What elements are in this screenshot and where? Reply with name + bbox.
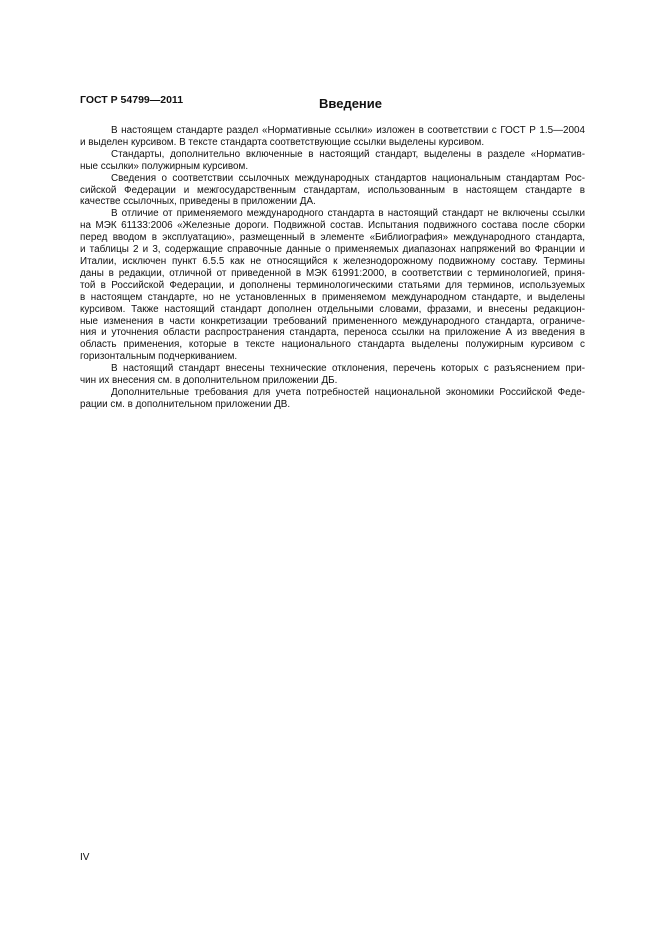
text-line: В отличие от применяемого международного стандарта в настоящий стандарт не включены ссылки [111, 208, 585, 220]
text-line: и таблицы 2 и 3, содержащие справочные данные о применяемых диапазонах напряжений во Франции и [80, 244, 585, 256]
text-line: ные изменения в части конкретизации требований примененного международного стандарта, ограниче- [80, 315, 585, 327]
text-line: на МЭК 61133:2006 «Железные дороги. Подвижной состав. Испытания подвижного состава после сборки [80, 220, 585, 232]
document-header: ГОСТ Р 54799—2011 [80, 94, 184, 106]
text-line: и выделен курсивом. В тексте стандарта соответствующие ссылки выделены курсивом. [80, 136, 485, 148]
text-line: чин их внесения см. в дополнительном приложении ДБ. [80, 375, 338, 387]
paragraph [80, 125, 585, 149]
paragraph [80, 387, 585, 411]
text-line: область применения, которые в тексте национального стандарта выделены полужирным курсивом с [80, 339, 585, 351]
paragraph [80, 208, 585, 363]
paragraph [80, 173, 585, 209]
paragraph [80, 149, 585, 173]
text-line: Италии, исключен пункт 6.5.5 как не относящийся к железнодорожному подвижному составу. Термины [80, 255, 585, 267]
text-line: рации см. в дополнительном приложении ДВ. [80, 398, 291, 410]
text-line: ные ссылки» полужирным курсивом. [80, 160, 249, 172]
page-number: IV [80, 852, 90, 863]
paragraph [80, 363, 585, 387]
text-line: Стандарты, дополнительно включенные в настоящий стандарт, выделены в разделе «Норматив- [111, 148, 585, 160]
text-line: ния и уточнения области распространения стандарта, переноса ссылки на приложение А из введения в [80, 327, 585, 339]
text-line: той в Российской Федерации, и дополнены терминологическими статьями для терминов, используемых [80, 279, 585, 291]
text-line: курсивом. Также настоящий стандарт дополнен отдельными словами, фразами, и внесены редакцион- [80, 303, 585, 315]
text-line: Сведения о соответствии ссылочных международных стандартов национальным стандартам Рос- [111, 172, 585, 184]
text-line: сийской Федерации и межгосударственным стандартам, использованным в настоящем стандарте в [80, 184, 585, 196]
text-line: Дополнительные требования для учета потребностей национальной экономики Российской Феде- [111, 386, 585, 398]
text-line: горизонтальным подчеркиванием. [80, 351, 238, 363]
document-body [80, 125, 585, 411]
text-line: В настоящем стандарте раздел «Нормативные ссылки» изложен в соответствии с ГОСТ Р 1.5—2004 [111, 125, 585, 136]
section-title: Введение [319, 96, 382, 111]
text-line: В настоящий стандарт внесены технические отклонения, перечень которых с разъяснением при- [111, 363, 585, 375]
text-line: качестве ссылочных, приведены в приложении ДА. [80, 196, 316, 208]
text-line: в настоящем стандарте, но не установленных в применяемом международном стандарте, и выделены [80, 291, 585, 303]
text-line: даны в редакции, отличной от приведенной в МЭК 61991:2000, в соответствии с терминологией, приня- [80, 267, 585, 279]
text-line: перед вводом в эксплуатацию», размещенный в элементе «Библиография» международного стандарта, [80, 232, 585, 244]
